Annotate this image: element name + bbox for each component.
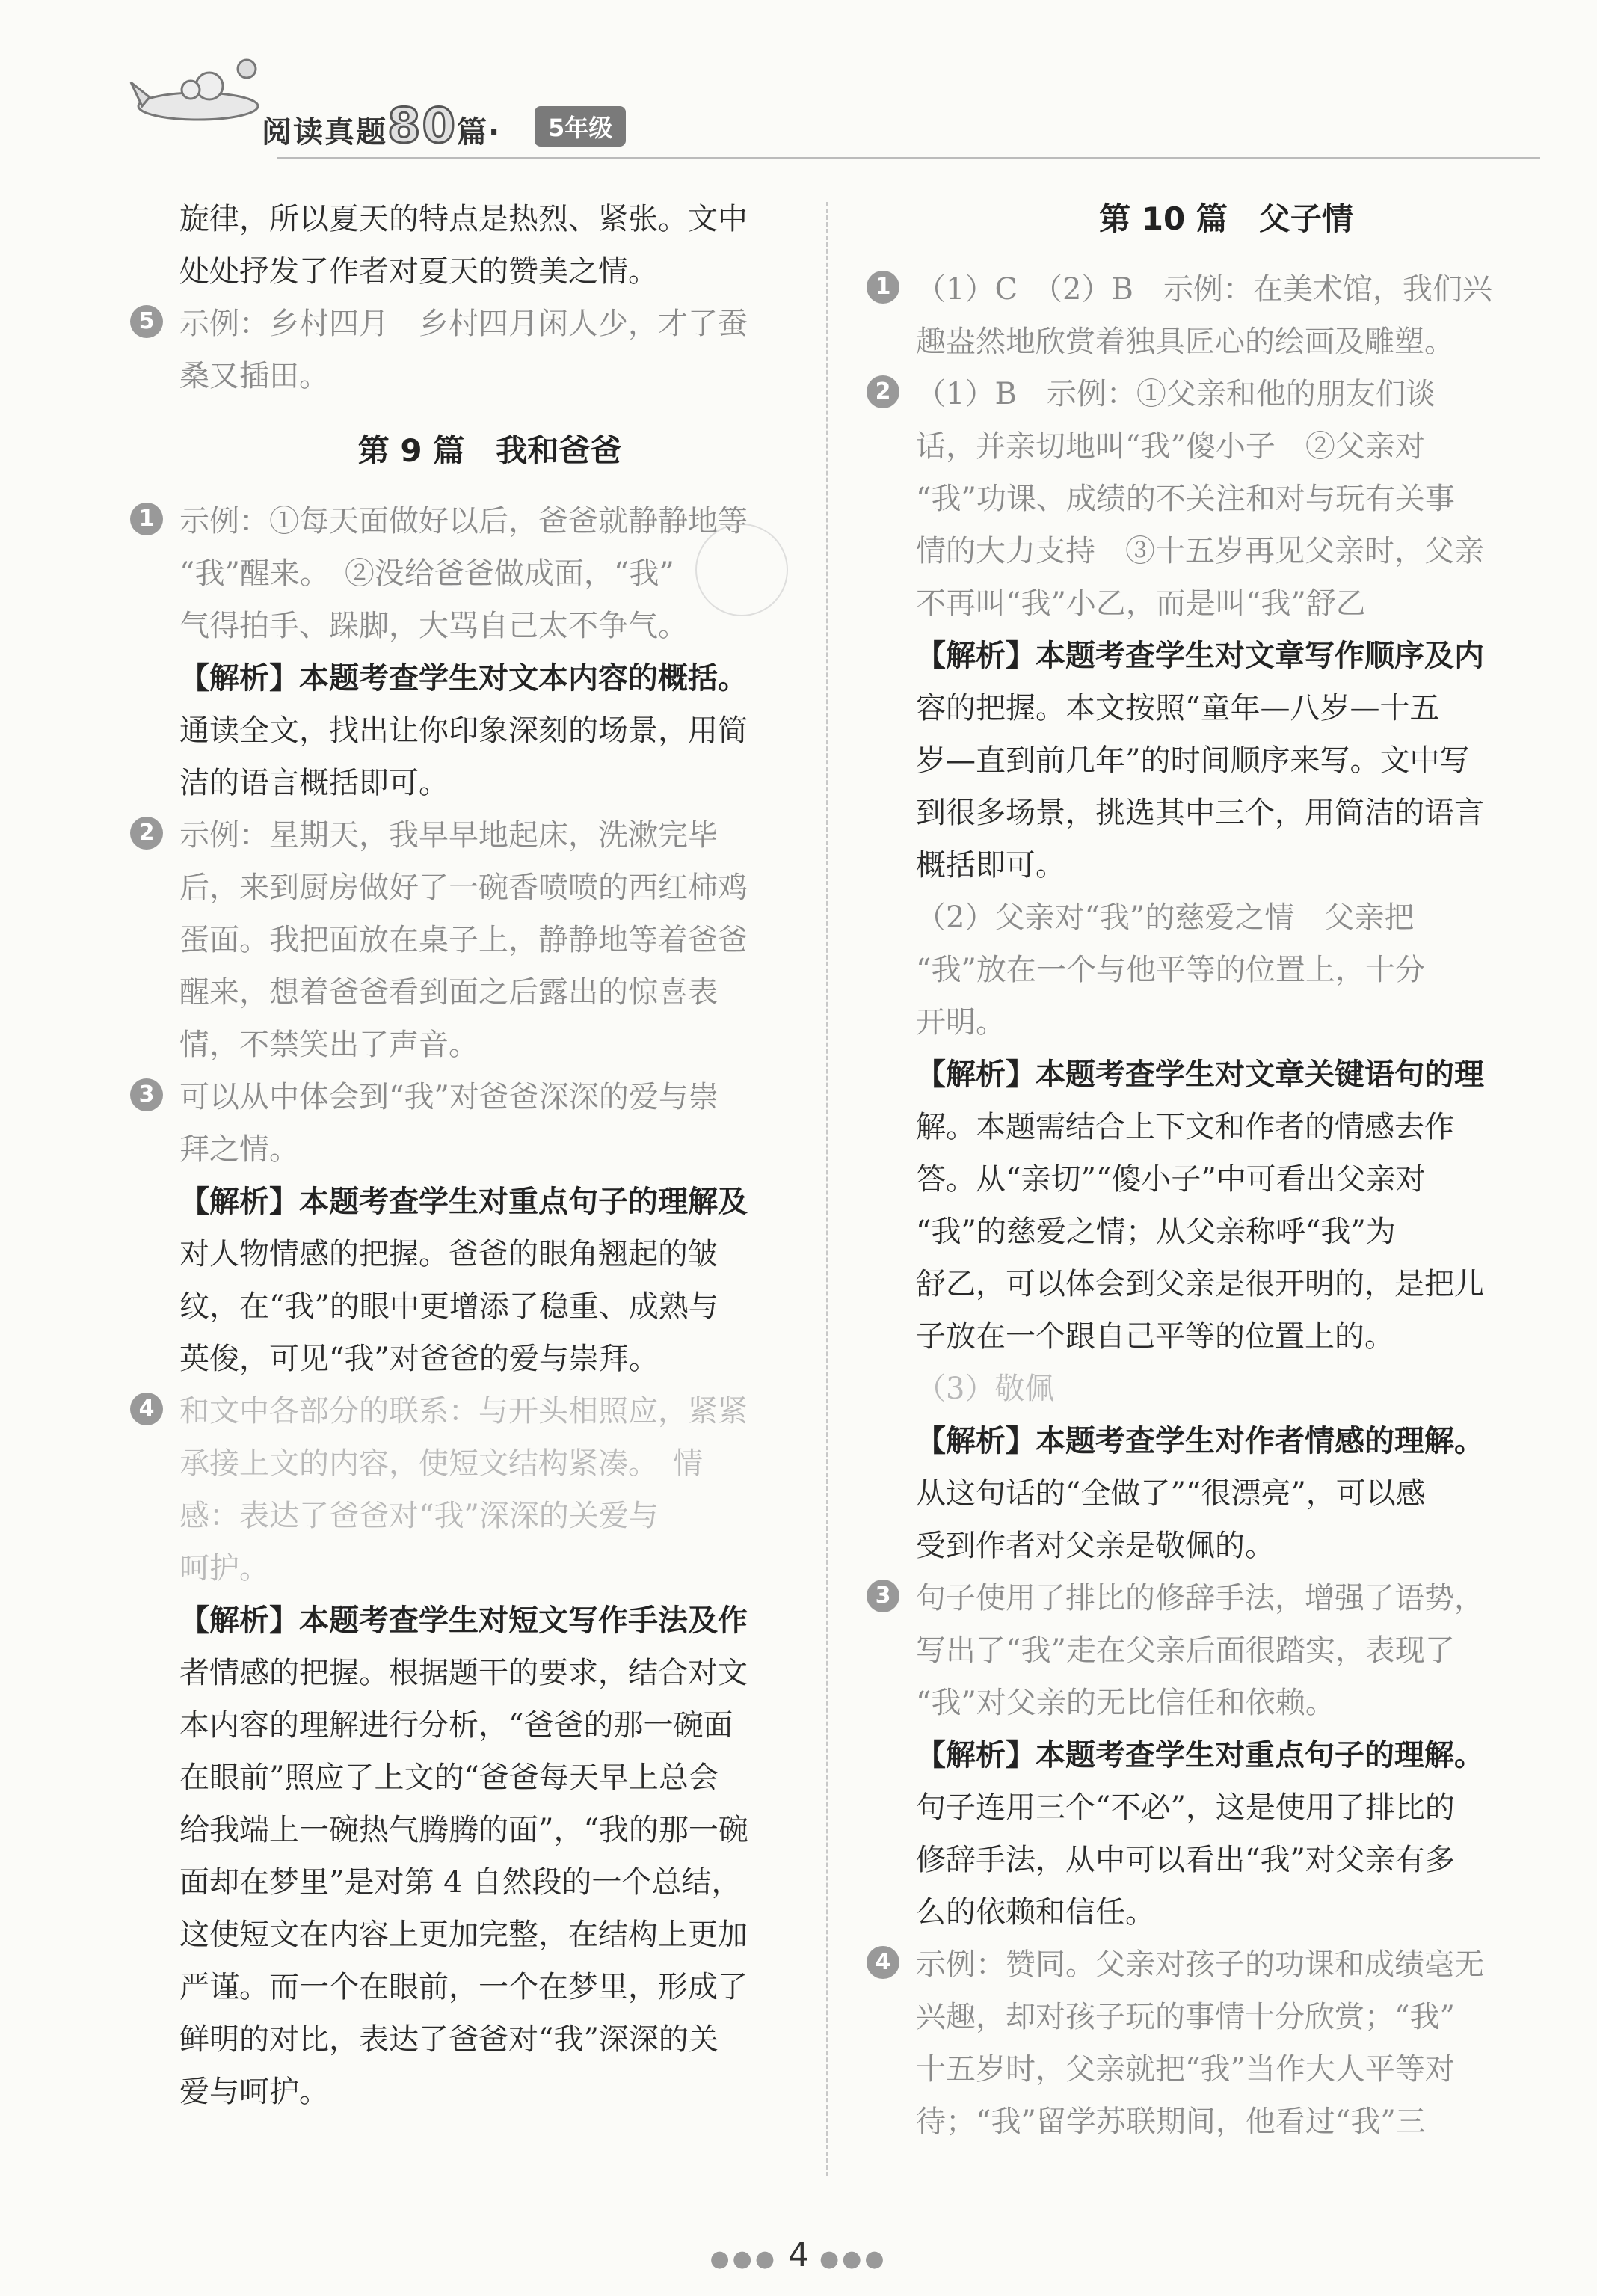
dots-decoration-icon: ●●● <box>819 2246 887 2272</box>
analysis-block: 【解析】本题考查学生对文章关键语句的理 解。本题需结合上下文和作者的情感去作 答。从“亲切”“傻小子”中可看出父亲对 “我”的慈爱之情；从父亲称呼“我”为 舒乙，可以体会到父亲是很开明的，是把儿 子放在一个跟自己平等的位置上的。 <box>916 1057 1484 1354</box>
analysis-block: 【解析】本题考查学生对重点句子的理解。 句子连用三个“不必”，这是使用了排比的 修辞手法，从中可以看出“我”对父亲有多 么的依赖和信任。 <box>916 1737 1484 1930</box>
question-1: 1 示例：①每天面做好以后，爸爸就静静地等 “我”醒来。 ②没给爸爸做成面，“我” 气得拍手、跺脚，大骂自己太不争气。 <box>179 495 800 652</box>
grade-badge: 5年级 <box>535 106 626 147</box>
analysis-block: 【解析】本题考查学生对重点句子的理解及 对人物情感的把握。爸爸的眼角翘起的皱 纹，在“我”的眼中更增添了稳重、成熟与 英俊，可见“我”对爸爸的爱与崇拜。 <box>179 1184 748 1376</box>
question-3: 3 句子使用了排比的修辞手法，增强了语势， 写出了“我”走在父亲后面很踏实，表现了 “我”对父亲的无比信任和依赖。 <box>916 1572 1536 1729</box>
answer-part-3: （3）敬佩 <box>916 1372 1055 1406</box>
book-title: 阅读真题80篇· <box>262 99 502 154</box>
question-number: 1 <box>130 503 163 535</box>
analysis-block: 【解析】本题考查学生对作者情感的理解。 从这句话的“全做了”“很漂亮”，可以感 受到作者对父亲是敬佩的。 <box>916 1423 1484 1563</box>
question-number: 3 <box>867 1580 899 1612</box>
section-title-10: 第 10 篇 父子情 <box>1099 200 1353 237</box>
question-number: 4 <box>867 1946 899 1979</box>
page-number: ●●● 4 ●●● <box>710 2236 887 2274</box>
question-2: 2 示例：星期天，我早早地起床，洗漱完毕 后，来到厨房做好了一碗香喷喷的西红柿鸡 蛋面。我把面放在桌子上，静静地等着爸爸 醒来，想着爸爸看到面之后露出的惊喜表 情，不禁笑出了声音。 <box>179 809 800 1071</box>
header-rule <box>277 157 1540 159</box>
question-2: 2 （1）B 示例：①父亲和他的朋友们谈 话，并亲切地叫“我”傻小子 ②父亲对 “我”功课、成绩的不关注和对与玩有关事 情的大力支持 ③十五岁再见父亲时，父亲 不再叫“我”小乙，而是叫“我”舒乙 <box>916 368 1536 630</box>
answer-part-2: （2）父亲对“我”的慈爱之情 父亲把 “我”放在一个与他平等的位置上，十分 开明。 <box>916 900 1425 1040</box>
watermark-stamp-icon <box>695 524 788 616</box>
right-column <box>875 193 1536 2148</box>
question-number: 1 <box>867 271 899 304</box>
continued-answer: 旋律，所以夏天的特点是热烈、紧张。文中 处处抒发了作者对夏天的赞美之情。 <box>179 202 748 289</box>
airplane-logo-icon <box>127 52 262 135</box>
question-3: 3 可以从中体会到“我”对爸爸深深的爱与崇 拜之情。 <box>179 1071 800 1176</box>
section-title-9: 第 9 篇 我和爸爸 <box>357 432 622 469</box>
question-number: 5 <box>130 305 163 338</box>
analysis-block: 【解析】本题考查学生对短文写作手法及作 者情感的把握。根据题干的要求，结合对文 本内容的理解进行分析，“爸爸的那一碗面 在眼前”照应了上文的“爸爸每天早上总会 给我端上一碗热气腾腾的面”，“我的那一碗 面却在梦里”是对第 4 自然段的一个总结， 这使短文在内容上更加完整，在结构上更加 严谨。而一个在眼前，一个在梦里，形成了 鲜明的对比，表达了爸爸对“我”深深的关 爱与呵护。 <box>179 1603 748 2109</box>
question-number: 4 <box>130 1393 163 1425</box>
question-number: 2 <box>867 375 899 408</box>
question-1: 1 （1）C （2）B 示例：在美术馆，我们兴 趣盎然地欣赏着独具匠心的绘画及雕塑。 <box>916 263 1536 368</box>
column-divider <box>826 202 828 2176</box>
question-4: 4 和文中各部分的联系：与开头相照应，紧紧 承接上文的内容，使短文结构紧凑。 情 感：表达了爸爸对“我”深深的关爱与 呵护。 <box>179 1385 800 1594</box>
page-header <box>127 30 1540 172</box>
left-column <box>138 193 800 2118</box>
analysis-block: 【解析】本题考查学生对文章写作顺序及内 容的把握。本文按照“童年—八岁—十五 岁—直到前几年”的时间顺序来写。文中写 到很多场景，挑选其中三个，用简洁的语言 概括即可。 <box>916 638 1484 883</box>
question-4: 4 示例：赞同。父亲对孩子的功课和成绩毫无 兴趣，却对孩子玩的事情十分欣赏；“我” 十五岁时，父亲就把“我”当作大人平等对 待；“我”留学苏联期间，他看过“我”三 <box>916 1939 1536 2148</box>
question-5: 5 示例：乡村四月 乡村四月闲人少，才了蚕 桑又插田。 <box>179 298 800 402</box>
question-number: 2 <box>130 817 163 850</box>
question-number: 3 <box>130 1078 163 1111</box>
analysis-block: 【解析】本题考查学生对文本内容的概括。 通读全文，找出让你印象深刻的场景，用简 洁的语言概括即可。 <box>179 660 748 800</box>
dots-decoration-icon: ●●● <box>710 2246 778 2272</box>
